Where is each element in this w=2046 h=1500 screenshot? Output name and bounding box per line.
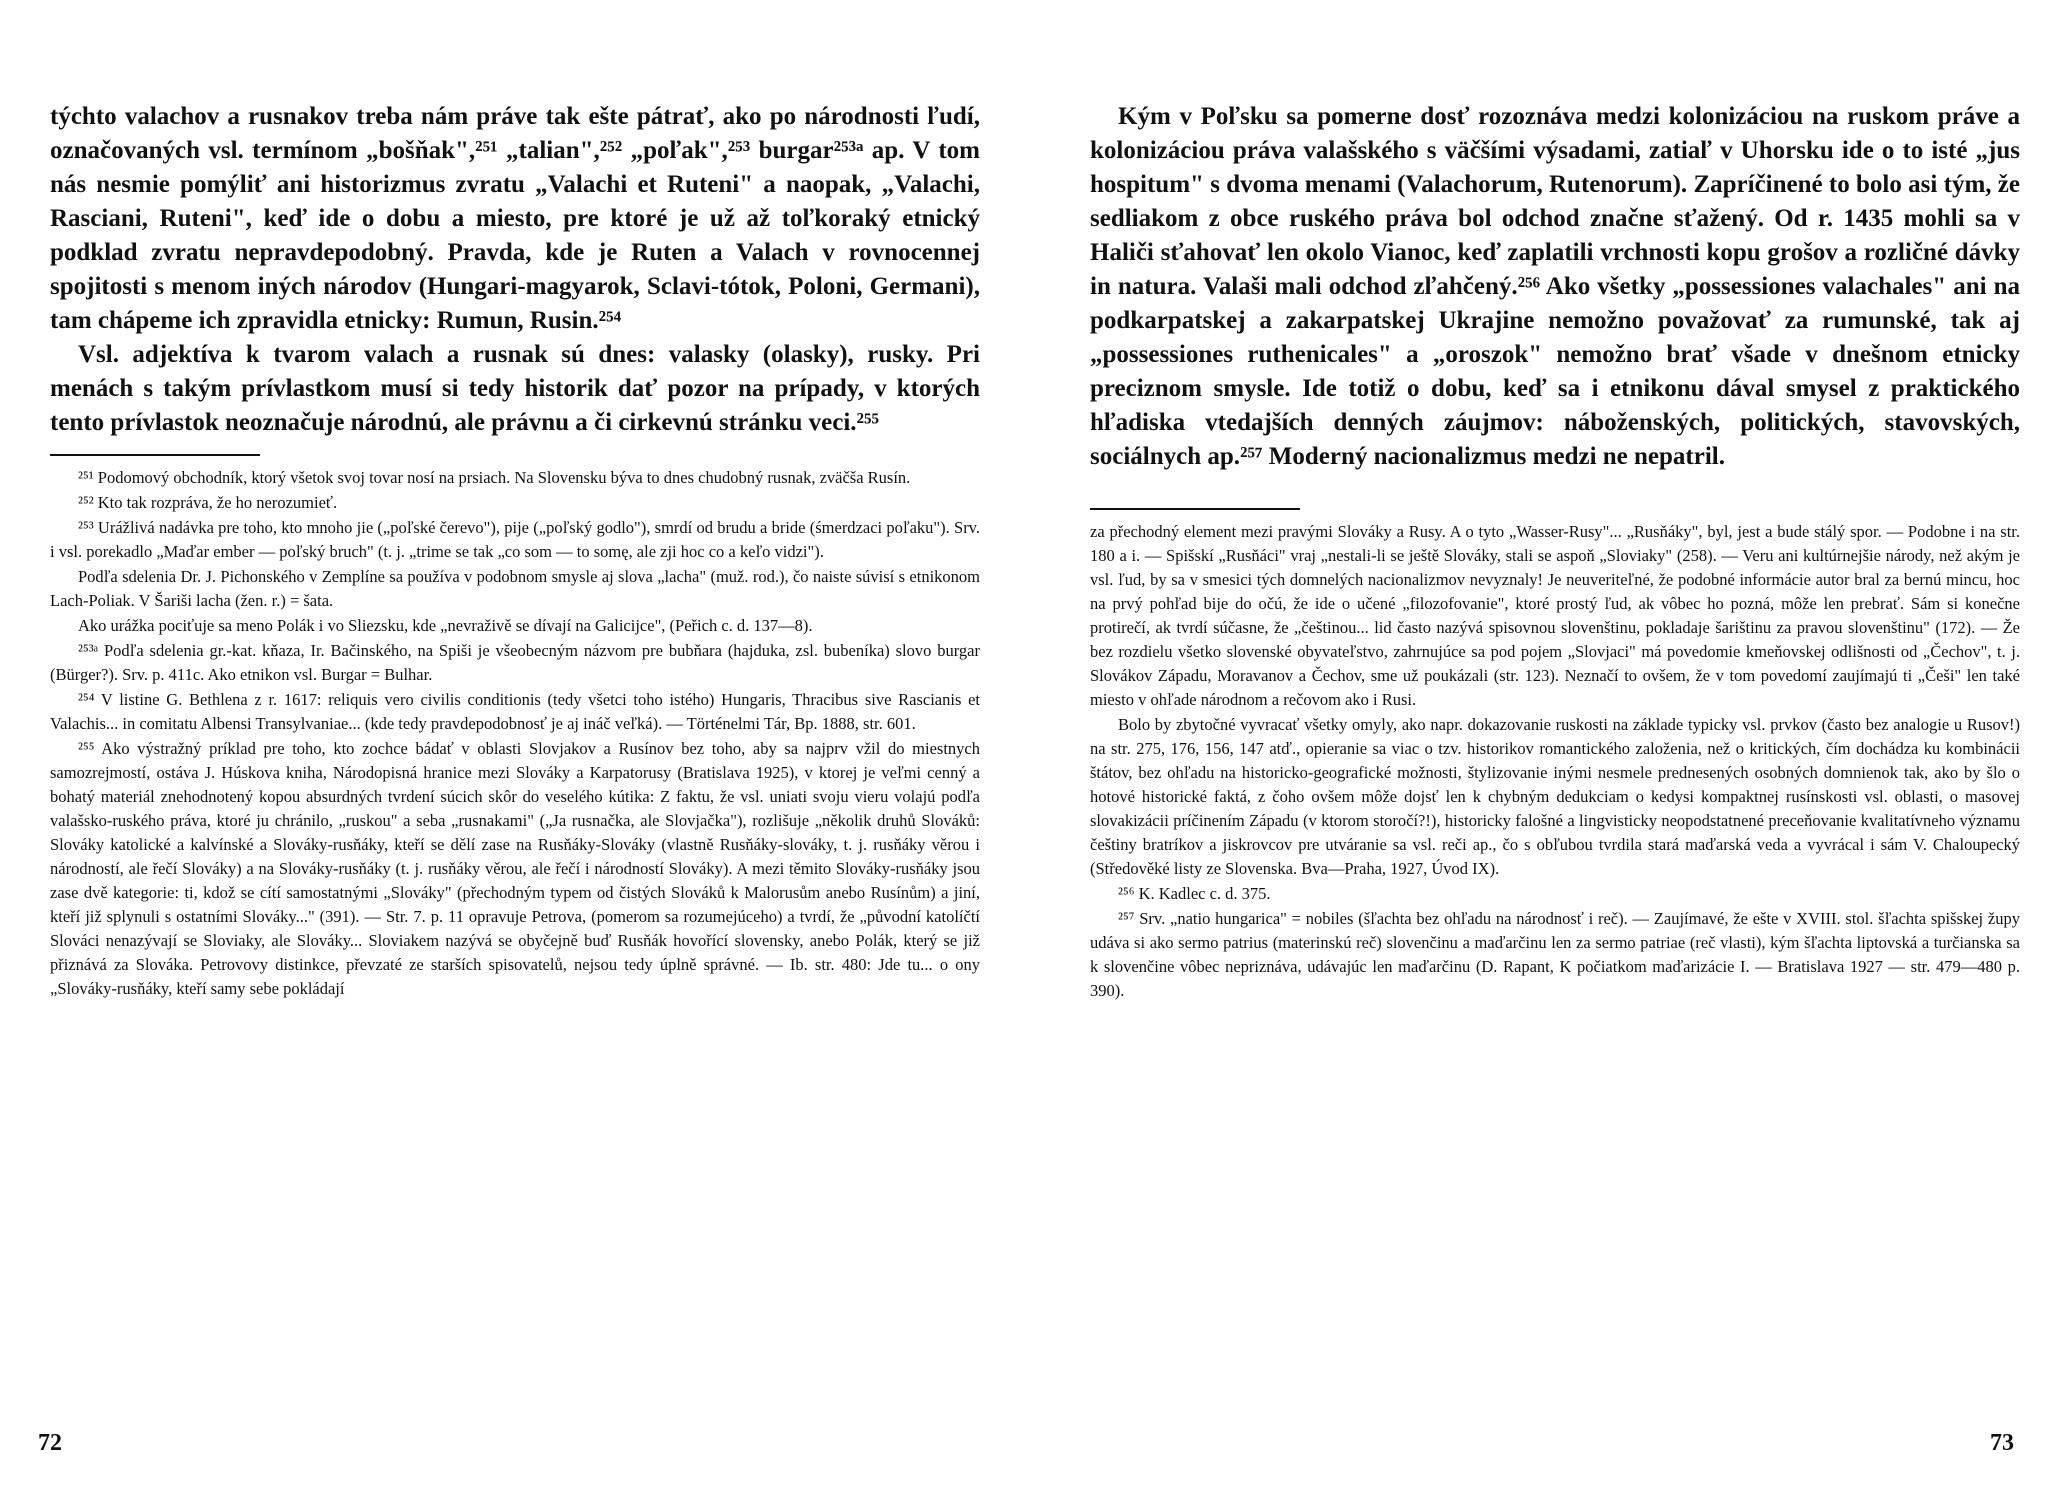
footnote-253: ²⁵³ Urážlivá nadávka pre toho, kto mnoho jie („poľské čerevo"), pije („poľský godlo"), smrdí od brudu a bride (śmerdzaci poľaku"). Srv. i vsl. porekadlo „Maďar ember — poľský bruch" (t. j. „trime se tak „co som — to somę, ale zji hoc co a keľo vidzi"). xyxy=(50,518,980,561)
left-paragraph-1: týchto valachov a rusnakov treba nám práve tak ešte pátrať, ako po národnosti ľudí, označovaných vsl. termínom „bošňak",²⁵¹ „talian",²⁵² „poľak",²⁵³ burgar²⁵³ᵃ ap. V tom nás nesmie pomýliť ani historizmus zvratu „Valachi et Ruteni" a naopak, „Valachi, Rasciani, Ruteni", keď ide o dobu a miesto, pre ktoré je už až toľkoraký etnický podklad zvratu nepravdepodobný. Pravda, kde je Ruten a Valach v rovnocennej spojitosti s menom iných národov (Hungari-magyarok, Sclavi-tótok, Poloni, Germani), tam chápeme ich zpravidla etnicky: Rumun, Rusin.²⁵⁴ xyxy=(50,103,980,334)
footnote-254: ²⁵⁴ V listine G. Bethlena z r. 1617: reliquis vero civilis conditionis (tedy všetci toho istého) Hungaris, Thracibus sive Rascianis et Valachis... in comitatu Albensi Transylvaniae... (kde tedy pravdepodobnosť je aj ináč veľká). — Történelmi Tár, Bp. 1888, str. 601. xyxy=(50,690,980,733)
footnote-253a: ²⁵³ᵃ Podľa sdelenia gr.-kat. kňaza, Ir. Bačinského, na Spiši je všeobecným názvom pre bubňara (hajduka, zsl. bubeníka) slovo burgar (Bürger?). Srv. p. 411c. Ako etnikon vsl. Burgar = Bulhar. xyxy=(50,641,980,684)
page-number-right: 73 xyxy=(1990,1430,2014,1456)
footnote-divider xyxy=(50,454,260,456)
footnote-257: ²⁵⁷ Srv. „natio hungarica" = nobiles (šľachta bez ohľadu na národnosť i reč). — Zaujímavé, že ešte v XVIII. stol. šľachta spišskej župy udáva si ako sermo patrius (materinskú reč) slovenčinu a maďarčinu len za sermo patriae (reč vlasti), kým šľachta liptovská a turčianska sa k slovenčine vôbec nepriznáva, udávajúc len maďarčinu (D. Rapant, K počiatkom maďarizácie I. — Bratislava 1927 — str. 479—480 p. 390). xyxy=(1090,909,2020,1000)
footnote-divider xyxy=(1090,508,1300,510)
footnote-255: ²⁵⁵ Ako výstražný príklad pre toho, kto zochce bádať v oblasti Slovjakov a Rusínov bez toho, aby sa najprv vžil do miestnych samozrejmostí, ostáva J. Húskova kniha, Národopisná hranice mezi Slováky a Karpatorusy (Bratislava 1925), v ktorej je veľmi cenný a bohatý materiál znehodnotený kopou absurdných tvrdení súcich skôr do veselého kútika: Z faktu, že vsl. uniati svoju vieru volajú podľa valašsko-ruského práva, ktoré ju chránilo, „ruskou" a seba „rusnakami" („Ja rusnačka, ale Slovjačka"), rozlišuje „několik druhů Slováků: Slováky katolické a kalvínské a Slováky-rusňáky, kteří se dělí zase na Rusňáky-Slováky (vlastně Rusňáky-slováky, t. j. rusňáky věrou i národností, ale řečí Slováky) a na Slováky-rusňáky (t. j. rusňáky věrou, ale řečí i národností Slováky). A mezi těmito Slováky-rusňáky jsou zase dvě kategorie: ti, kdož se cítí samostatnými „Slováky" (přechodným typem od čistých Slováků k Malorusům anebo Rusínům) a jiní, kteří již splynuli s ostatními Slováky..." (391). — Str. 7. p. 11 opravuje Petrova, (pomerom sa rozumejúceho) a tvrdí, že „původní katolíčtí Slováci nenazývají se Sloviaky, ale Slováky... Sloviakem nazývá se obyčejně buď Rusňák hovořící slovensky, anebo Polák, který se již přiznává za Slováka. Petrovovy distinkce, převzaté ze starších spisovatelů, nejsou tedy úplně správné. — Ib. str. 480: Jde tu... o ony „Slováky-rusňáky, kteří samy sebe pokládají xyxy=(50,739,980,998)
footnote-252: ²⁵² Kto tak rozpráva, že ho nerozumieť. xyxy=(78,493,338,512)
left-footnotes xyxy=(50,466,980,1001)
footnote-251: ²⁵¹ Podomový obchodník, ktorý všetok svoj tovar nosí na prsiach. Na Slovensku býva to dnes chudobný rusnak, zväčša Rusín. xyxy=(78,468,911,487)
footnote-253-cont-1: Podľa sdelenia Dr. J. Pichonského v Zemplíne sa používa v podobnom smysle aj slova „lacha" (muž. rod.), čo naiste súvisí s etnikonom Lach-Poliak. V Šariši lacha (žen. r.) = šata. xyxy=(50,567,980,610)
left-paragraph-2: Vsl. adjektíva k tvarom valach a rusnak sú dnes: valasky (olasky), rusky. Pri menách s takým prívlastkom musí si tedy historik dať pozor na prípady, v ktorých tento prívlastok neoznačuje národnú, ale právnu a či cirkevnú stránku veci.²⁵⁵ xyxy=(50,341,980,436)
left-page xyxy=(50,100,980,1002)
footnote-255-continuation: za přechodný element mezi pravými Slováky a Rusy. A o tyto „Wasser-Rusy"... „Rusňáky", byl, jest a bude stálý spor. — Podobne i na str. 180 a i. — Spišskí „Rusňáci" vraj „nestali-li se ještě Slováky, stali se aspoň „Sloviaky" (258). — Veru ani kultúrnejšie národy, než akým je vsl. ľud, by sa v smesici tých domnelých nacionalizmov nevyznaly! Je neuveriteľné, že podobné informácie autor bral za bernú mincu, hoc na prvý pohľad bije do očú, že ide o učené „filozofovanie", ktoré prostý ľud, ak vôbec ho pozná, môže len prebrať. Sám si konečne protirečí, ak tvrdí súčasne, že „češtinou... lid často nazývá spisovnou slovenštinu, pokladaje šarištinu za pravou slovenštinu" (172). — Že bez rozdielu všetko slovenské obyvateľstvo, zahrnujúce sa pod pojem „Slovjaci" má povedomie kmeňovskej odlišnosti od „Čechov", t. j. Slovákov Západu, Moravanov a Čechov, sme už poukázali (str. 123). Neznačí to ovšem, že v tom povedomí zaujímajú ti „Češi" len také miesto v ohľade národnom a rečovom ako i Rusi. xyxy=(1090,522,2020,709)
left-main-text xyxy=(50,100,980,440)
footnote-255-paragraph-2: Bolo by zbytočné vyvracať všetky omyly, ako napr. dokazovanie ruskosti na základe typicky vsl. prvkov (často bez analogie u Rusov!) na str. 275, 176, 156, 147 atď., opieranie sa viac o tzv. historikov romantického založenia, než o kritických, čím dochádza ku kombinácii štátov, bez ohľadu na historicko-geografické možnosti, štylizovanie inými nesmele prednesených osobných domnienok tak, ako by šlo o hotové historické faktá, z čoho ovšem môže dojsť len k chybným dedukciam o kedysi kompaktnej rusínskosti vsl. oblasti, o masovej slovakizácii príčinením Západu (v ktorom storočí?!), historicky falošné a lingvisticky neopodstatnené preceňovanie kvalitatívneho významu češtiny bratríkov a jiskrovcov pre utváranie sa vsl. reči ap., čo s obľubou tvrdila stará maďarská veda a vyvrácal i sám V. Chaloupecký (Středověké listy ze Slovenska. Bva—Praha, 1927, Úvod IX). xyxy=(1090,715,2020,878)
right-footnotes xyxy=(1090,520,2020,1003)
right-page xyxy=(1090,100,2020,1004)
footnote-253-cont-2: Ako urážka pociťuje sa meno Polák i vo Sliezsku, kde „nevraživě se dívají na Galicijce", (Peřich c. d. 137—8). xyxy=(78,616,813,635)
right-paragraph-1: Kým v Poľsku sa pomerne dosť rozoznáva medzi kolonizáciou na ruskom práve a kolonizáciou práva valašského s väčšími výsadami, zatiaľ v Uhorsku ide o to isté „jus hospitum" s dvoma menami (Valachorum, Rutenorum). Zapríčinené to bolo asi tým, že sedliakom z obce ruského práva bol odchod značne sťažený. Od r. 1435 mohli sa v Haliči sťahovať len okolo Vianoc, keď zaplatili vrchnosti kopu grošov a rozličné dávky in natura. Valaši mali odchod zľahčený.²⁵⁶ Ako všetky „possessiones valachales" ani na podkarpatskej a zakarpatskej Ukrajine nemožno považovať za rumunské, tak aj „possessiones ruthenicales" a „oroszok" nemožno brať všade v dnešnom etnicky preciznom smysle. Ide totiž o dobu, keď sa i etnikonu dával smysel z praktického hľadiska vtedajších denných záujmov: náboženských, politických, stavovských, sociálnych ap.²⁵⁷ Moderný nacionalizmus medzi ne nepatril. xyxy=(1090,103,2020,470)
page-number-left: 72 xyxy=(38,1430,62,1456)
footnote-256: ²⁵⁶ K. Kadlec c. d. 375. xyxy=(1118,884,1271,903)
right-main-text xyxy=(1090,100,2020,474)
